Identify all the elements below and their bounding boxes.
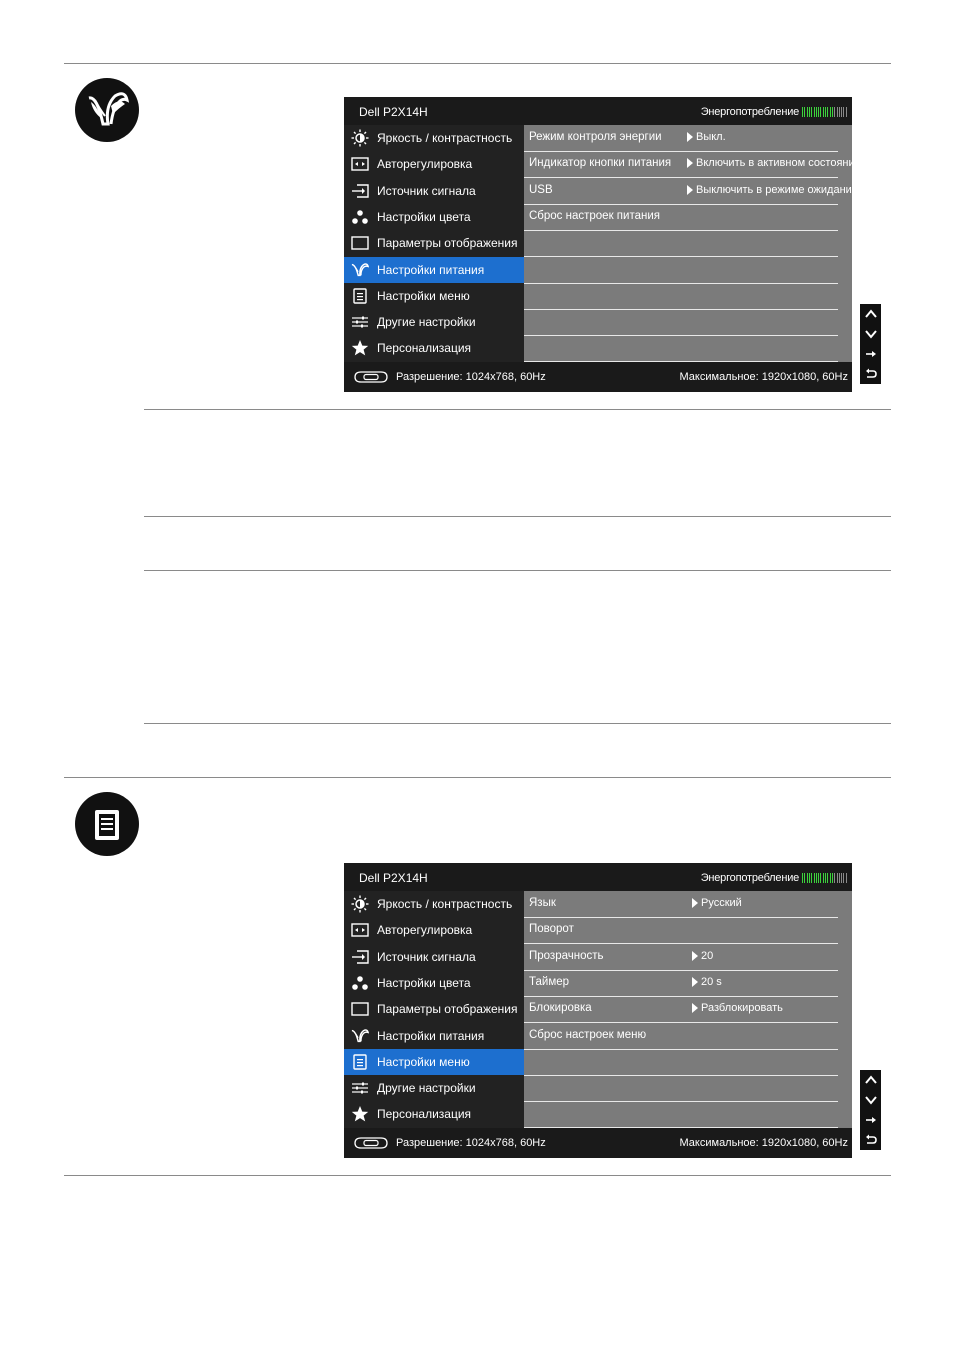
energy-bar	[811, 873, 812, 883]
energy-leaf-icon	[75, 78, 139, 142]
other-settings-icon	[351, 313, 369, 331]
right-triangle-icon	[687, 158, 693, 168]
osd-setting-row	[524, 1049, 838, 1076]
osd-setting-value[interactable]	[692, 1002, 783, 1014]
osd-nav-buttons	[860, 1070, 881, 1150]
osd-menu-item-label: Яркость / контрастность	[377, 897, 513, 911]
osd-status-bar	[344, 362, 852, 392]
osd-setting-label: Индикатор кнопки питания	[529, 157, 672, 170]
osd-setting-label: Язык	[529, 897, 556, 909]
osd-menu-item-label: Персонализация	[377, 1107, 472, 1122]
energy-bar	[814, 107, 815, 117]
back-icon[interactable]	[860, 1130, 881, 1150]
right-triangle-icon	[692, 1003, 698, 1013]
energy-bar	[839, 873, 840, 883]
energy-bar	[807, 873, 808, 883]
energy-bar	[820, 873, 821, 883]
menu-settings-icon	[351, 287, 369, 305]
color-settings-icon	[351, 974, 369, 992]
energy-meter	[701, 872, 848, 884]
osd-menu-item-label: Другие настройки	[377, 1081, 476, 1096]
osd-menu-item-label: Настройки меню	[377, 1054, 470, 1069]
energy-bar	[807, 107, 808, 117]
osd-menu-item[interactable]	[344, 970, 524, 996]
energy-label: Энергопотребление	[700, 872, 800, 884]
energy-bar	[825, 107, 826, 117]
energy-bar	[802, 107, 803, 117]
right-triangle-icon	[687, 185, 693, 195]
energy-bar	[839, 107, 840, 117]
energy-leaf-icon	[351, 1027, 369, 1045]
osd-setting-label: Поворот	[529, 923, 574, 936]
osd-menu-item-label: Настройки цвета	[377, 209, 471, 224]
osd-setting-row[interactable]	[524, 151, 861, 178]
osd-title: Dell P2X14H	[359, 871, 428, 885]
energy-bar	[811, 107, 812, 117]
energy-bars	[802, 107, 848, 117]
display-settings-icon	[351, 234, 369, 252]
osd-setting-row	[524, 230, 838, 257]
energy-label: Энергопотребление	[700, 106, 800, 118]
osd-menu-item[interactable]	[344, 151, 524, 177]
osd-setting-label: Режим контроля энергии	[529, 131, 662, 143]
osd-menu-item[interactable]	[344, 283, 524, 309]
osd-setting-row[interactable]	[524, 970, 838, 997]
energy-bar	[825, 873, 826, 883]
enter-arrow-icon[interactable]	[860, 344, 881, 364]
energy-bar	[827, 873, 828, 883]
osd-setting-row	[524, 335, 838, 362]
energy-bar	[809, 107, 810, 117]
energy-bar	[830, 107, 831, 117]
auto-adjust-icon	[351, 921, 369, 939]
osd-setting-label: Сброс настроек питания	[529, 209, 660, 222]
osd-menu-list	[344, 891, 524, 1128]
energy-bar	[832, 107, 833, 117]
vga-connector-icon	[353, 370, 389, 384]
osd-menu-item-label: Источник сигнала	[377, 183, 476, 198]
osd-setting-row[interactable]	[524, 204, 838, 231]
osd-title: Dell P2X14H	[359, 105, 428, 119]
osd-setting-row	[524, 1101, 838, 1128]
energy-bar	[809, 873, 810, 883]
current-resolution: Разрешение: 1024x768, 60Hz	[396, 1137, 546, 1149]
other-settings-icon	[351, 1079, 369, 1097]
right-triangle-icon	[687, 132, 693, 142]
osd-menu-item[interactable]	[344, 257, 524, 283]
input-source-icon	[351, 948, 369, 966]
osd-menu-item-label: Авторегулировка	[377, 923, 473, 938]
osd-setting-value[interactable]	[687, 131, 726, 143]
energy-bar	[823, 873, 824, 883]
divider	[144, 723, 891, 724]
osd-menu-settings	[344, 863, 852, 1158]
osd-setting-row[interactable]	[524, 917, 838, 944]
osd-setting-value-text: 20	[701, 949, 714, 962]
osd-menu-item[interactable]	[344, 1101, 524, 1127]
osd-status-bar	[344, 1128, 852, 1158]
energy-bar	[841, 107, 842, 117]
input-source-icon	[351, 182, 369, 200]
max-resolution: Максимальное: 1920x1080, 60Hz	[679, 1137, 848, 1149]
osd-menu-item-label: Персонализация	[377, 341, 472, 356]
energy-bar	[802, 873, 803, 883]
osd-setting-row[interactable]	[524, 125, 838, 152]
osd-setting-value[interactable]	[692, 897, 742, 909]
osd-menu-item[interactable]	[344, 335, 524, 361]
osd-setting-row[interactable]	[524, 891, 838, 918]
osd-setting-value-text: 20 s	[701, 975, 722, 988]
brightness-icon	[351, 129, 369, 147]
osd-menu-item-label: Настройки меню	[377, 288, 470, 303]
star-icon	[351, 339, 369, 357]
osd-setting-value[interactable]	[687, 157, 861, 169]
osd-setting-row	[524, 1075, 838, 1102]
up-arrow-icon[interactable]	[860, 1070, 881, 1090]
osd-menu-item-label: Авторегулировка	[377, 157, 473, 172]
osd-menu-item[interactable]	[344, 204, 524, 230]
osd-menu-item-label: Настройки цвета	[377, 975, 471, 990]
osd-settings-panel	[524, 125, 861, 362]
energy-bar	[820, 107, 821, 117]
energy-bar	[818, 873, 819, 883]
osd-setting-value-text: Выключить в режиме ожидания	[696, 183, 858, 196]
energy-bar	[846, 873, 847, 883]
energy-bar	[843, 107, 844, 117]
energy-bar	[804, 873, 805, 883]
osd-setting-row	[524, 257, 838, 284]
osd-setting-label: Блокировка	[529, 1002, 592, 1015]
energy-bar	[834, 873, 835, 883]
energy-bar	[816, 107, 817, 117]
right-triangle-icon	[692, 898, 698, 908]
energy-bar	[846, 107, 847, 117]
menu-settings-icon	[351, 1053, 369, 1071]
brightness-icon	[351, 895, 369, 913]
osd-setting-value-text: Выкл.	[696, 131, 726, 143]
divider	[64, 1175, 891, 1176]
energy-bar	[804, 107, 805, 117]
osd-menu-item[interactable]	[344, 309, 524, 335]
osd-setting-row[interactable]	[524, 996, 838, 1023]
osd-nav-buttons	[860, 304, 881, 384]
divider	[64, 63, 891, 64]
osd-setting-value-text: Включить в активном состоянии	[696, 157, 861, 170]
energy-leaf-icon	[351, 261, 369, 279]
osd-menu-item[interactable]	[344, 996, 524, 1022]
star-icon	[351, 1105, 369, 1123]
osd-setting-row[interactable]	[524, 944, 838, 971]
max-resolution: Максимальное: 1920x1080, 60Hz	[679, 371, 848, 383]
osd-menu-item-label: Источник сигнала	[377, 949, 476, 964]
osd-setting-label: USB	[529, 183, 553, 196]
down-arrow-icon[interactable]	[860, 324, 881, 344]
osd-menu-item[interactable]	[344, 917, 524, 943]
display-settings-icon	[351, 1000, 369, 1018]
osd-setting-value-text: Русский	[701, 897, 742, 909]
energy-bar	[834, 107, 835, 117]
osd-setting-label: Прозрачность	[529, 949, 604, 962]
energy-bar	[832, 873, 833, 883]
back-icon[interactable]	[860, 364, 881, 384]
osd-menu-item-label: Настройки питания	[377, 1028, 485, 1043]
energy-bar	[827, 107, 828, 117]
osd-menu-list	[344, 125, 524, 362]
osd-setting-label: Сброс настроек меню	[529, 1028, 647, 1041]
divider	[144, 409, 891, 410]
energy-bar	[823, 107, 824, 117]
osd-menu-item-label: Параметры отображения	[377, 1002, 518, 1017]
osd-setting-row	[524, 283, 838, 310]
energy-meter	[701, 106, 848, 118]
divider	[144, 516, 891, 517]
osd-setting-row[interactable]	[524, 1023, 838, 1050]
osd-menu-item[interactable]	[344, 891, 524, 917]
osd-setting-value-text: Разблокировать	[701, 1002, 783, 1015]
energy-bar	[837, 107, 838, 117]
auto-adjust-icon	[351, 155, 369, 173]
divider	[144, 570, 891, 571]
osd-menu-item[interactable]	[344, 944, 524, 970]
energy-bar	[837, 873, 838, 883]
osd-menu-item-label: Яркость / контрастность	[377, 131, 513, 145]
energy-bar	[814, 873, 815, 883]
osd-menu-item[interactable]	[344, 1023, 524, 1049]
osd-menu-item-label: Настройки питания	[377, 262, 485, 277]
osd-menu-item[interactable]	[344, 1049, 524, 1075]
menu-settings-icon	[75, 792, 139, 856]
color-settings-icon	[351, 208, 369, 226]
osd-menu-item[interactable]	[344, 178, 524, 204]
osd-setting-value[interactable]	[687, 184, 858, 196]
energy-bar	[841, 873, 842, 883]
osd-setting-label: Таймер	[529, 975, 570, 988]
osd-menu-item[interactable]	[344, 125, 524, 151]
right-triangle-icon	[692, 977, 698, 987]
osd-setting-row	[524, 309, 838, 336]
up-arrow-icon[interactable]	[860, 304, 881, 324]
osd-menu-item-label: Параметры отображения	[377, 236, 518, 251]
osd-menu-item[interactable]	[344, 1075, 524, 1101]
energy-bar	[818, 107, 819, 117]
osd-setting-row[interactable]	[524, 178, 858, 205]
divider	[64, 777, 891, 778]
osd-menu-item-label: Другие настройки	[377, 315, 476, 330]
enter-arrow-icon[interactable]	[860, 1110, 881, 1130]
right-triangle-icon	[692, 951, 698, 961]
osd-setting-value[interactable]	[692, 950, 713, 962]
energy-bar	[843, 873, 844, 883]
down-arrow-icon[interactable]	[860, 1090, 881, 1110]
osd-setting-value[interactable]	[692, 976, 722, 988]
current-resolution: Разрешение: 1024x768, 60Hz	[396, 371, 546, 383]
energy-bar	[816, 873, 817, 883]
osd-power-settings	[344, 97, 861, 392]
osd-menu-item[interactable]	[344, 230, 524, 256]
vga-connector-icon	[353, 1136, 389, 1150]
osd-settings-panel	[524, 891, 852, 1128]
energy-bars	[802, 873, 848, 883]
energy-bar	[830, 873, 831, 883]
